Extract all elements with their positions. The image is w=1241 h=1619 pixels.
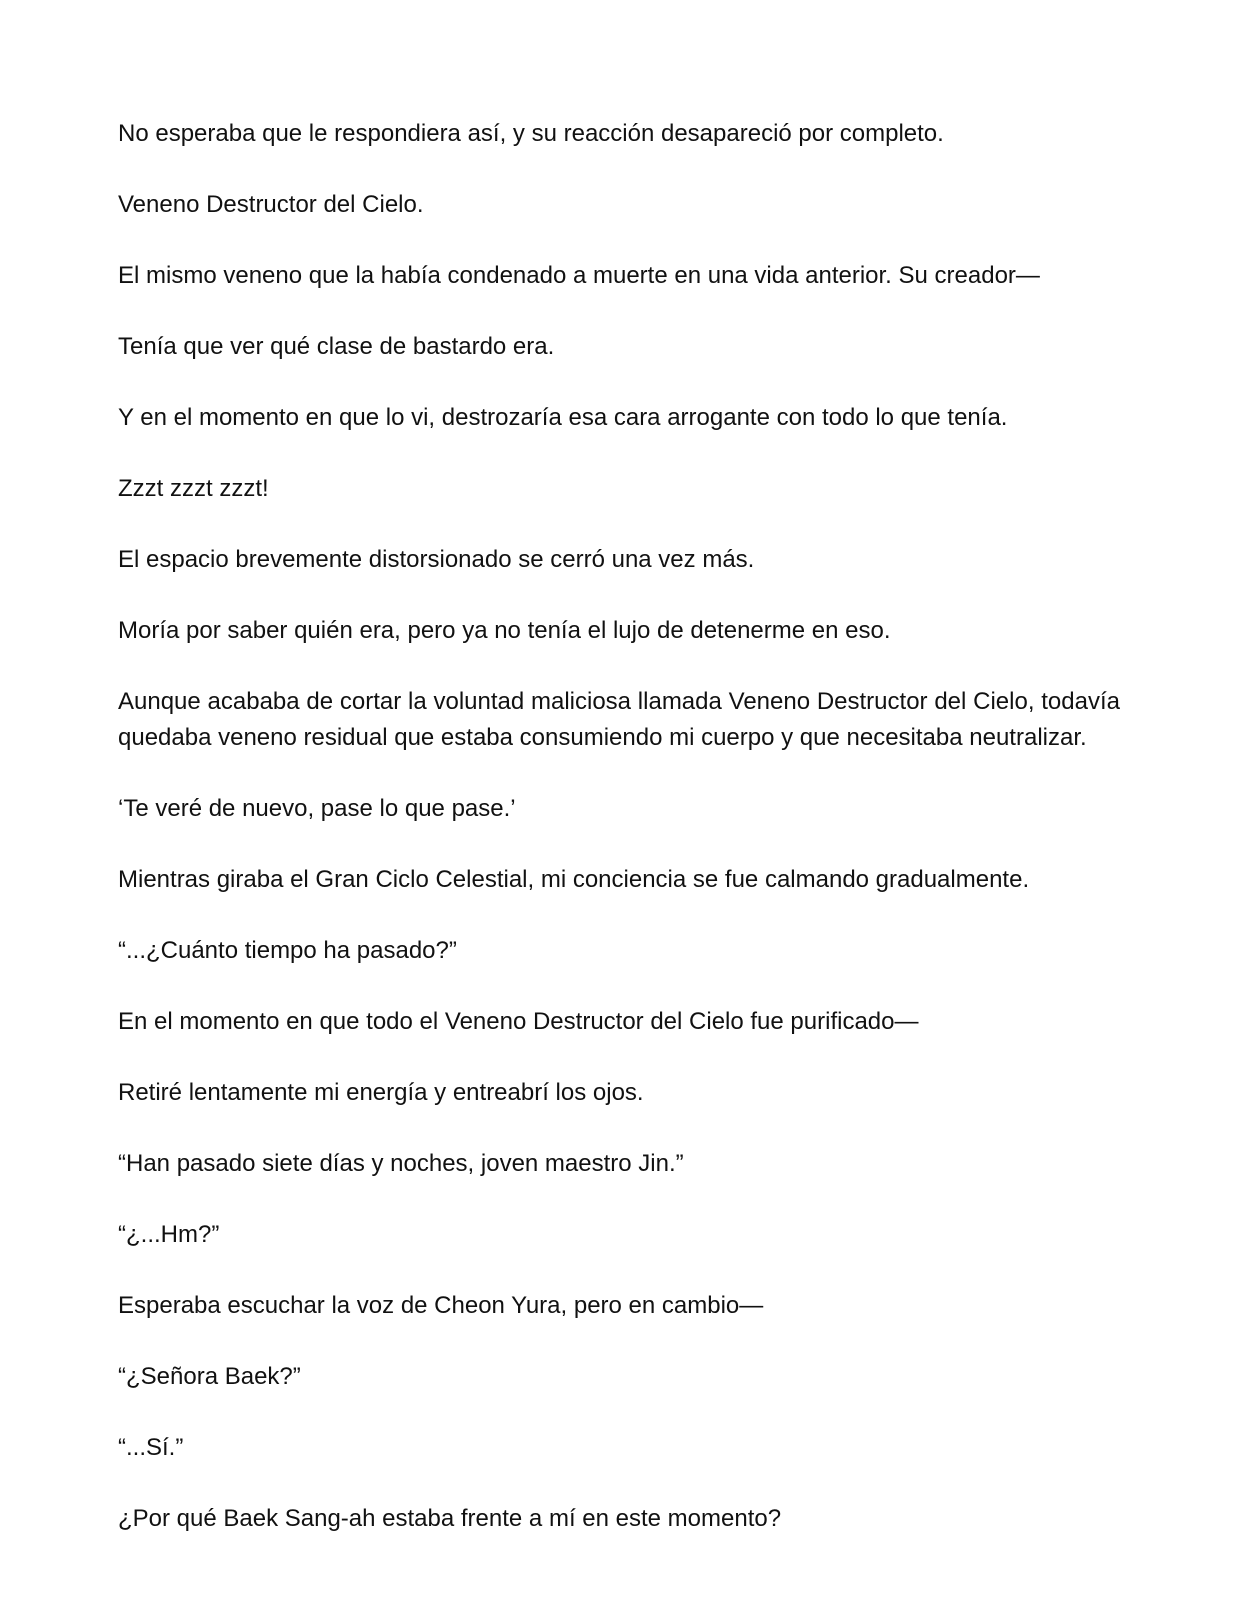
paragraph-3: El mismo veneno que la había condenado a muerte en una vida anterior. Su creador— [118,262,1040,289]
paragraph-18: “¿Señora Baek?” [118,1363,301,1390]
paragraph-11: Mientras giraba el Gran Ciclo Celestial, mi conciencia se fue calmando gradualmente. [118,866,1030,893]
paragraph-9: Aunque acababa de cortar la voluntad maliciosa llamada Veneno Destructor del Cielo, todavía quedaba veneno residual que estaba consumiendo mi cuerpo y que necesitaba neutralizar. [118,688,1120,751]
paragraph-2: Veneno Destructor del Cielo. [118,191,424,218]
paragraph-7: El espacio brevemente distorsionado se cerró una vez más. [118,546,755,573]
paragraph-14: Retiré lentamente mi energía y entreabrí los ojos. [118,1079,644,1106]
paragraph-1: No esperaba que le respondiera así, y su reacción desapareció por completo. [118,120,944,147]
paragraph-10: ‘Te veré de nuevo, pase lo que pase.’ [118,795,516,822]
paragraph-12: “...¿Cuánto tiempo ha pasado?” [118,937,457,964]
paragraph-13: En el momento en que todo el Veneno Destructor del Cielo fue purificado— [118,1008,919,1035]
paragraph-16: “¿...Hm?” [118,1221,220,1248]
paragraph-5: Y en el momento en que lo vi, destrozaría esa cara arrogante con todo lo que tenía. [118,404,1008,431]
document-body [118,116,1120,1572]
paragraph-19: “...Sí.” [118,1434,184,1461]
paragraph-6: Zzzt zzzt zzzt! [118,475,269,502]
paragraph-17: Esperaba escuchar la voz de Cheon Yura, pero en cambio— [118,1292,764,1319]
paragraph-4: Tenía que ver qué clase de bastardo era. [118,333,555,360]
paragraph-15: “Han pasado siete días y noches, joven maestro Jin.” [118,1150,684,1177]
paragraph-20: ¿Por qué Baek Sang-ah estaba frente a mí en este momento? [118,1505,782,1532]
paragraph-8: Moría por saber quién era, pero ya no tenía el lujo de detenerme en eso. [118,617,891,644]
